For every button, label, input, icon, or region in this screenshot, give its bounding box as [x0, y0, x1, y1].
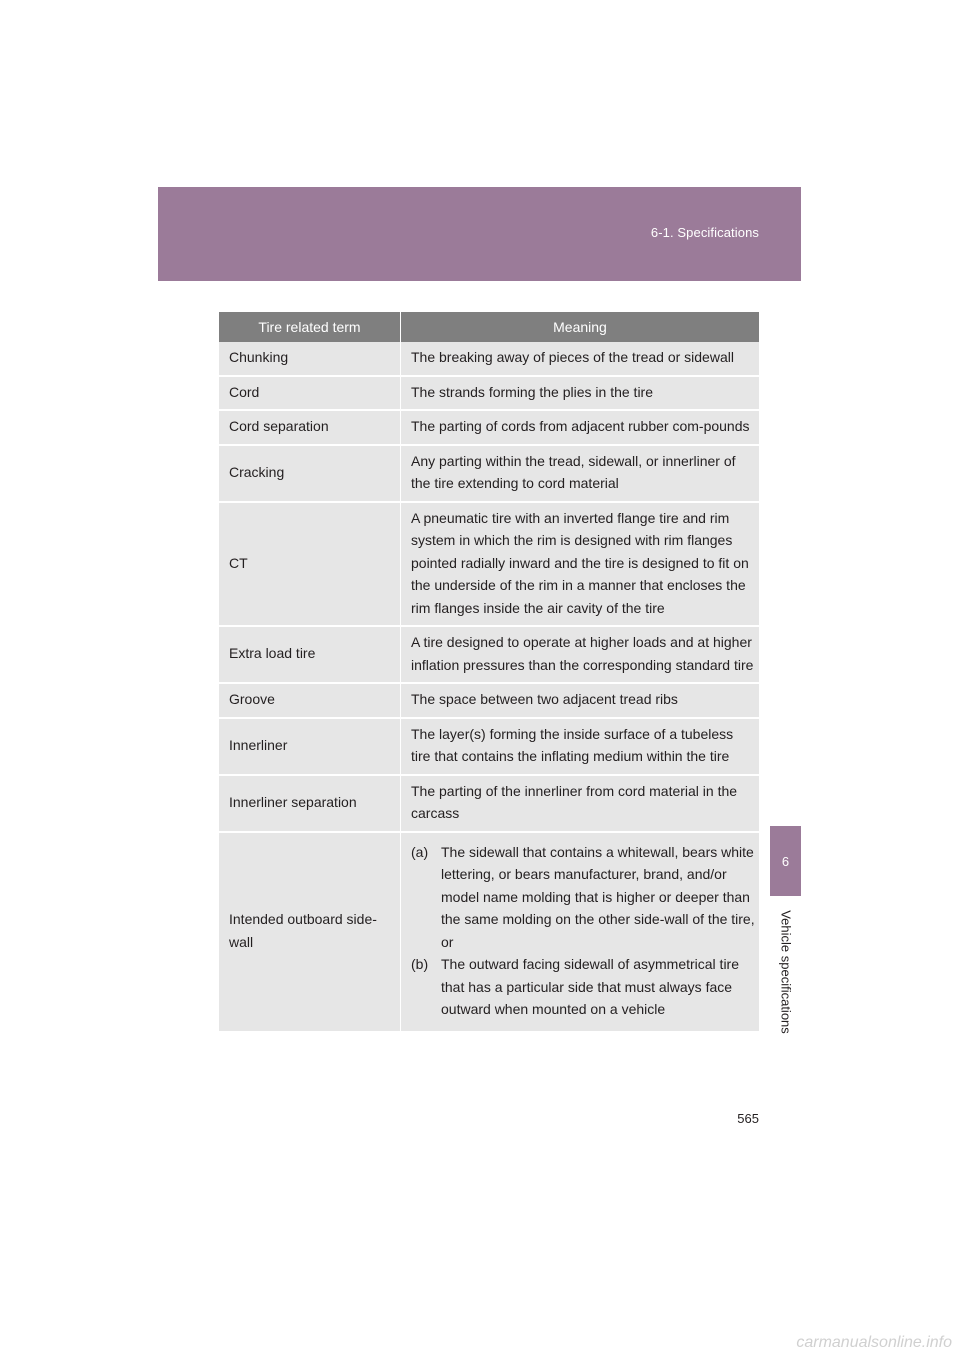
- list-item: [411, 953, 755, 1021]
- table-row: [219, 775, 759, 832]
- meaning-cell: The parting of cords from adjacent rubber com-pounds: [401, 410, 760, 445]
- term-cell: Intended outboard side-wall: [219, 832, 401, 1032]
- chapter-tab: [770, 826, 801, 896]
- term-cell: Cord: [219, 376, 401, 411]
- chapter-label: Vehicle specifications: [778, 910, 794, 1034]
- term-cell: CT: [219, 502, 401, 627]
- meaning-cell: The strands forming the plies in the tire: [401, 376, 760, 411]
- term-cell: Cord separation: [219, 410, 401, 445]
- table-row: [219, 683, 759, 718]
- table-row: [219, 410, 759, 445]
- term-cell: Chunking: [219, 342, 401, 376]
- page-number: 565: [737, 1111, 759, 1126]
- table-row: [219, 445, 759, 502]
- meaning-cell: The space between two adjacent tread ribs: [401, 683, 760, 718]
- term-cell: Innerliner: [219, 718, 401, 775]
- meaning-cell: [401, 832, 760, 1032]
- header-band: [158, 187, 801, 281]
- term-cell: Groove: [219, 683, 401, 718]
- table-row: [219, 718, 759, 775]
- chapter-number: 6: [781, 853, 790, 869]
- meaning-cell: The layer(s) forming the inside surface of a tubeless tire that contains the inflating medium within the tire: [401, 718, 760, 775]
- column-header-term: Tire related term: [219, 312, 401, 342]
- table-row: [219, 626, 759, 683]
- meaning-cell: The breaking away of pieces of the tread or sidewall: [401, 342, 760, 376]
- list-item: [411, 841, 755, 954]
- list-marker: (a): [411, 843, 429, 860]
- table-row: [219, 376, 759, 411]
- column-header-meaning: Meaning: [401, 312, 760, 342]
- table-row: [219, 502, 759, 627]
- meaning-cell: Any parting within the tread, sidewall, or innerliner of the tire extending to cord material: [401, 445, 760, 502]
- table-header-row: [219, 312, 759, 342]
- term-cell: Cracking: [219, 445, 401, 502]
- list-item-text: The outward facing sidewall of asymmetrical tire that has a particular side that must always face outward when mounted on a vehicle: [441, 956, 740, 1017]
- list-marker: (b): [411, 956, 429, 972]
- tire-terms-table: [219, 312, 759, 1033]
- term-cell: Extra load tire: [219, 626, 401, 683]
- section-title: 6-1. Specifications: [650, 225, 759, 240]
- table-row: [219, 832, 759, 1032]
- meaning-cell: A pneumatic tire with an inverted flange tire and rim system in which the rim is designed with rim flanges pointed radially inward and the tire is designed to fit on the underside of the rim in a manner that encloses the rim flanges inside the air cavity of the tire: [401, 502, 760, 627]
- term-cell: Innerliner separation: [219, 775, 401, 832]
- meaning-list: [411, 841, 755, 1021]
- list-item-text: The sidewall that contains a whitewall, bears white lettering, or bears manufacturer, brand, and/or model name molding that is higher or deeper than the same molding on the other side-wall of the tire, or: [441, 843, 755, 950]
- table-row: [219, 342, 759, 376]
- meaning-cell: A tire designed to operate at higher loads and at higher inflation pressures than the corresponding standard tire: [401, 626, 760, 683]
- meaning-cell: The parting of the innerliner from cord material in the carcass: [401, 775, 760, 832]
- watermark: carmanualsonline.info: [796, 1334, 952, 1351]
